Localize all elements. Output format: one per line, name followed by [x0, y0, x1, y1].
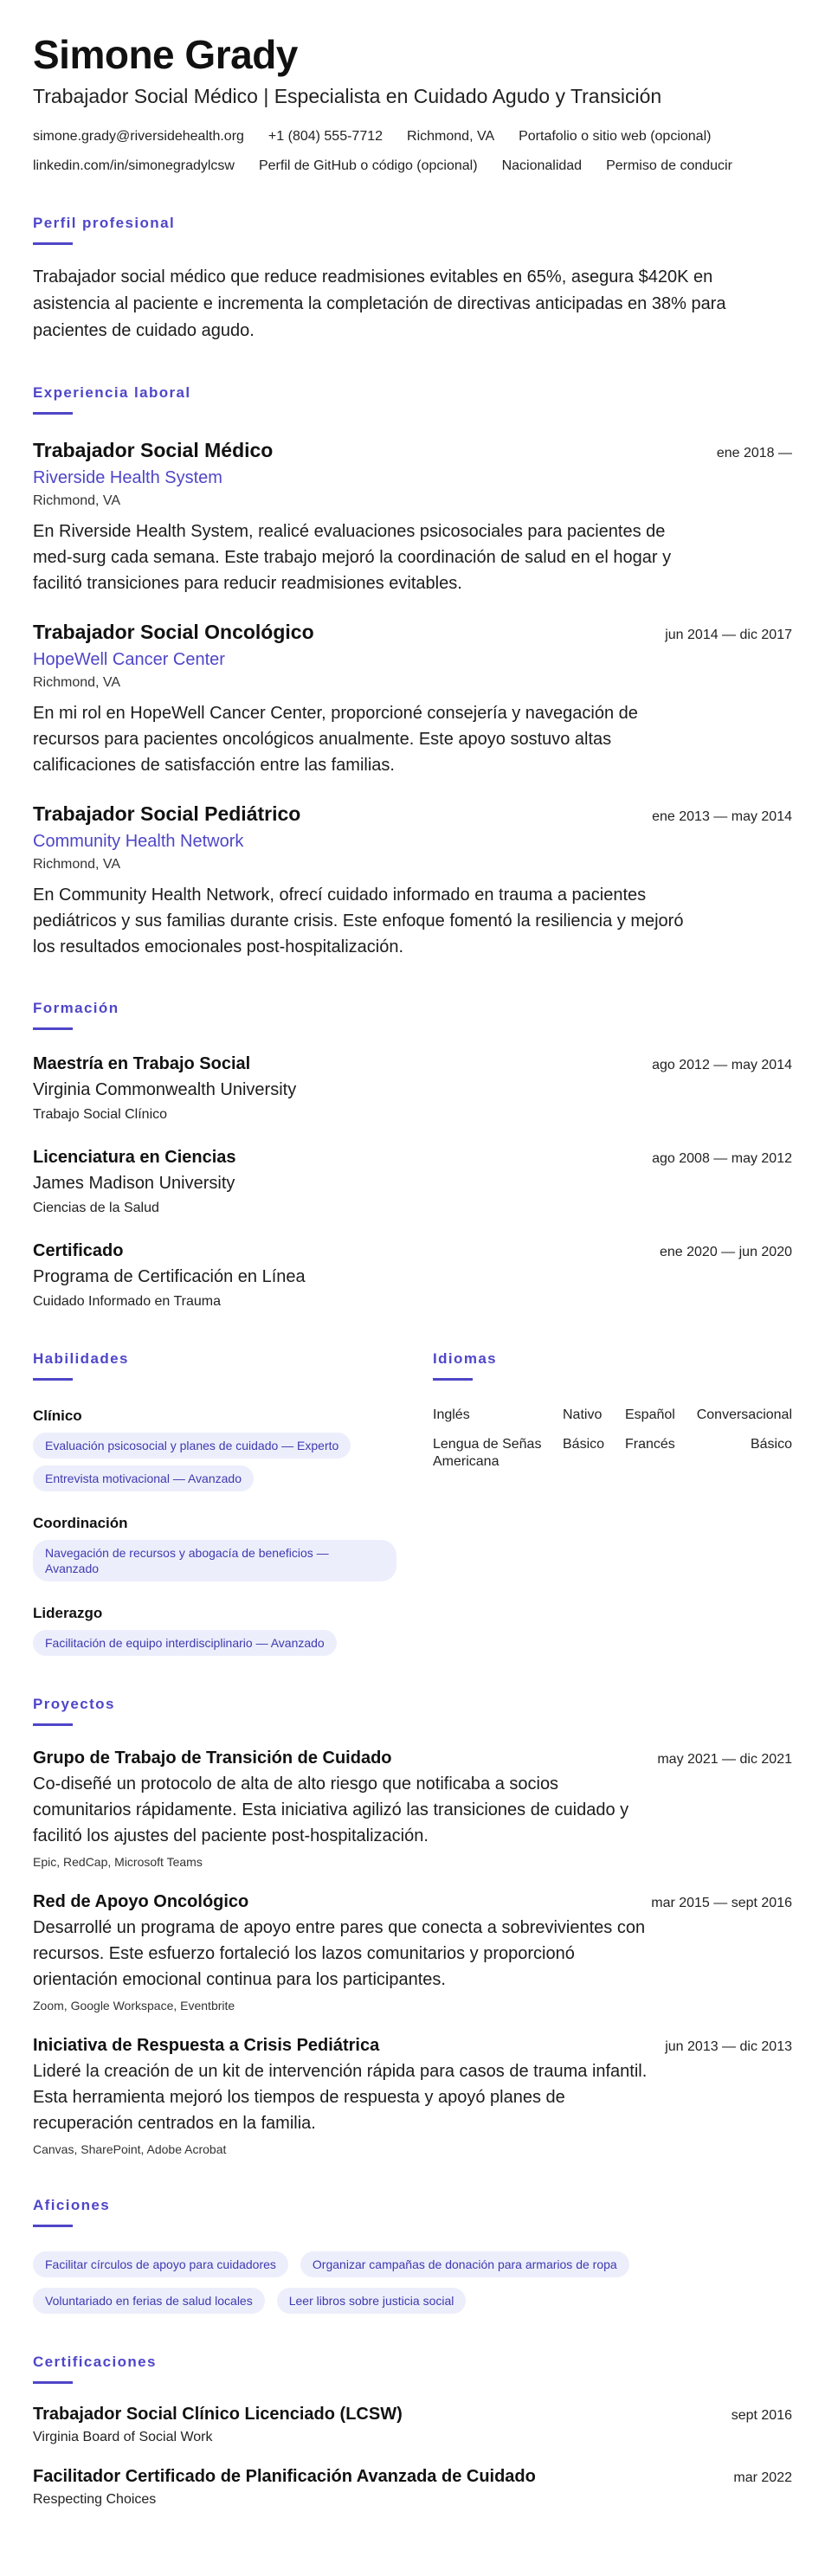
education-school: Programa de Certificación en Línea — [33, 1267, 306, 1286]
section-divider — [33, 1378, 73, 1381]
language-row — [433, 1436, 792, 1471]
contact-github[interactable]: Perfil de GitHub o código (opcional) — [258, 158, 478, 173]
project-tools: Canvas, SharePoint, Adobe Acrobat — [33, 2142, 227, 2156]
job-entry — [33, 801, 792, 960]
education-date: ago 2012 — may 2014 — [652, 1058, 792, 1072]
skill-chip-list — [33, 1630, 433, 1656]
section-title-certifications: Certificaciones — [33, 2354, 157, 2370]
section-title-experience: Experiencia laboral — [33, 384, 191, 401]
language-level: Nativo — [563, 1407, 603, 1422]
job-date: ene 2013 — may 2014 — [652, 809, 792, 824]
job-title: Trabajador Social Oncológico — [33, 621, 314, 643]
section-title-skills: Habilidades — [33, 1350, 129, 1367]
hobby-chip: Voluntariado en ferias de salud locales — [33, 2288, 265, 2314]
education-school: Virginia Commonwealth University — [33, 1080, 297, 1099]
skill-group-title: Coordinación — [33, 1515, 128, 1531]
candidate-name: Simone Grady — [33, 32, 298, 77]
project-entry — [33, 2034, 792, 2157]
section-title-education: Formación — [33, 1000, 119, 1016]
contact-nationality: Nacionalidad — [501, 158, 583, 173]
job-location: Richmond, VA — [33, 857, 121, 872]
education-entry — [33, 1240, 792, 1311]
section-title-profile: Perfil profesional — [33, 215, 176, 231]
education-school: James Madison University — [33, 1174, 235, 1193]
certification-date: sept 2016 — [731, 2408, 792, 2423]
education-entry — [33, 1146, 792, 1217]
education-entry — [33, 1053, 792, 1124]
profile-section — [33, 215, 792, 345]
language-row — [433, 1407, 792, 1424]
project-description: Desarrollé un programa de apoyo entre pares que conecta a sobrevivientes con recursos. Este esfuerzo fortaleció los lazos comunitarios y proporcionó orientación emocional continua para los participantes. — [33, 1918, 646, 1989]
profile-summary: Trabajador social médico que reduce readmisiones evitables en 65%, asegura $420K en asistencia al paciente e incrementa la completación de directivas anticipadas en 38% para pacientes de cuidado agudo. — [33, 267, 726, 340]
education-degree: Licenciatura en Ciencias — [33, 1148, 236, 1167]
skills-section — [33, 1350, 433, 1656]
project-date: mar 2015 — sept 2016 — [651, 1896, 792, 1910]
project-date: may 2021 — dic 2021 — [657, 1752, 792, 1767]
project-entry — [33, 1890, 792, 2013]
project-tools: Epic, RedCap, Microsoft Teams — [33, 1855, 203, 1869]
skill-chip-list — [33, 1433, 433, 1491]
project-tools: Zoom, Google Workspace, Eventbrite — [33, 1999, 235, 2012]
job-location: Richmond, VA — [33, 493, 121, 508]
education-field: Cuidado Informado en Trauma — [33, 1294, 222, 1309]
job-title: Trabajador Social Pediátrico — [33, 802, 301, 825]
job-employer[interactable]: Riverside Health System — [33, 468, 222, 487]
project-entry — [33, 1747, 792, 1870]
projects-section — [33, 1696, 792, 2157]
education-field: Ciencias de la Salud — [33, 1201, 159, 1215]
hobby-chip: Facilitar círculos de apoyo para cuidadores — [33, 2251, 288, 2277]
section-divider — [33, 242, 73, 245]
languages-table — [433, 1407, 792, 1471]
section-title-projects: Proyectos — [33, 1696, 115, 1712]
job-description: En Riverside Health System, realicé evaluaciones psicosociales para pacientes de med-surg cada semana. Este trabajo mejoró la coordinación de salud en el hogar y facilitó transiciones para reducir readmisiones evitables. — [33, 522, 672, 593]
hobby-chip: Leer libros sobre justicia social — [277, 2288, 467, 2314]
section-divider — [33, 1027, 73, 1030]
education-date: ene 2020 — jun 2020 — [659, 1245, 792, 1259]
certification-entry — [33, 2465, 792, 2508]
skills-languages-row — [33, 1350, 792, 1656]
language-name: Lengua de Señas Americana — [433, 1437, 542, 1469]
job-description: En mi rol en HopeWell Cancer Center, proporcioné consejería y navegación de recursos para pacientes oncológicos anualmente. Este apoyo sostuvo altas calificaciones de satisfacción entre las familias. — [33, 704, 638, 775]
job-location: Richmond, VA — [33, 675, 121, 690]
contact-portfolio[interactable]: Portafolio o sitio web (opcional) — [519, 129, 712, 144]
job-description: En Community Health Network, ofrecí cuidado informado en trauma a pacientes pediátricos y sus familias durante crisis. Este enfoque fomentó la resiliencia y mejoró los resultados emocionales post-hospitalización. — [33, 886, 684, 956]
project-date: jun 2013 — dic 2013 — [665, 2039, 792, 2054]
job-title: Trabajador Social Médico — [33, 439, 274, 461]
education-section — [33, 1000, 792, 1311]
education-degree: Maestría en Trabajo Social — [33, 1054, 251, 1073]
certification-entry — [33, 2403, 792, 2446]
education-field: Trabajo Social Clínico — [33, 1107, 168, 1122]
job-entry — [33, 619, 792, 778]
project-name: Red de Apoyo Oncológico — [33, 1892, 249, 1911]
job-employer[interactable]: Community Health Network — [33, 832, 244, 851]
language-level: Conversacional — [696, 1407, 792, 1422]
languages-section — [433, 1350, 792, 1656]
job-date: jun 2014 — dic 2017 — [665, 628, 792, 642]
project-description: Co-diseñé un protocolo de alta de alto riesgo que notificaba a socios comunitarios rápidamente. Esta iniciativa agilizó las transiciones de cuidado y facilitó los ajustes del paciente post-hospitalización. — [33, 1774, 629, 1845]
certification-name: Trabajador Social Clínico Licenciado (LCSW) — [33, 2405, 403, 2424]
contact-driving-license: Permiso de conducir — [606, 158, 732, 173]
certification-date: mar 2022 — [733, 2470, 792, 2485]
education-date: ago 2008 — may 2012 — [652, 1151, 792, 1166]
section-divider — [33, 2381, 73, 2384]
language-level: Básico — [563, 1437, 605, 1452]
section-title-languages: Idiomas — [433, 1350, 498, 1367]
hobby-chip: Organizar campañas de donación para armarios de ropa — [300, 2251, 629, 2277]
job-date: ene 2018 — — [716, 446, 792, 460]
certification-issuer: Respecting Choices — [33, 2492, 157, 2507]
section-divider — [33, 1723, 73, 1726]
job-entry — [33, 437, 792, 596]
certification-name: Facilitador Certificado de Planificación Avanzada de Cuidado — [33, 2467, 536, 2486]
contact-email[interactable]: simone.grady@riversidehealth.org — [33, 129, 244, 144]
contact-phone[interactable]: +1 (804) 555-7712 — [267, 129, 383, 144]
section-divider — [433, 1378, 473, 1381]
candidate-headline: Trabajador Social Médico | Especialista en Cuidado Agudo y Transición — [33, 85, 662, 107]
skill-group-title: Clínico — [33, 1407, 82, 1424]
skill-chip: Navegación de recursos y abogacía de beneficios — Avanzado — [33, 1540, 396, 1581]
section-title-hobbies: Aficiones — [33, 2197, 111, 2213]
project-name: Iniciativa de Respuesta a Crisis Pediátrica — [33, 2036, 380, 2055]
job-employer[interactable]: HopeWell Cancer Center — [33, 650, 225, 669]
certifications-section — [33, 2354, 792, 2508]
contact-linkedin[interactable]: linkedin.com/in/simonegradylcsw — [33, 158, 235, 173]
project-name: Grupo de Trabajo de Transición de Cuidado — [33, 1748, 392, 1768]
hobbies-section — [33, 2197, 792, 2314]
section-divider — [33, 412, 73, 415]
education-degree: Certificado — [33, 1241, 124, 1260]
certification-issuer: Virginia Board of Social Work — [33, 2430, 213, 2444]
language-name: Inglés — [433, 1407, 470, 1422]
experience-section — [33, 384, 792, 960]
skill-chip: Entrevista motivacional — Avanzado — [33, 1465, 254, 1491]
skill-chip: Facilitación de equipo interdisciplinario — Avanzado — [33, 1630, 337, 1656]
contact-list — [33, 128, 795, 175]
hobby-chip-list — [33, 2251, 743, 2314]
section-divider — [33, 2225, 73, 2227]
language-name: Francés — [625, 1437, 675, 1452]
language-name: Español — [625, 1407, 675, 1422]
skill-chip-list — [33, 1540, 433, 1581]
skill-group-title: Liderazgo — [33, 1605, 103, 1621]
skill-chip: Evaluación psicosocial y planes de cuidado — Experto — [33, 1433, 351, 1459]
language-level: Básico — [750, 1437, 792, 1452]
contact-location: Richmond, VA — [407, 129, 495, 144]
project-description: Lideré la creación de un kit de intervención rápida para casos de trauma infantil. Esta herramienta mejoró los tiempos de respuesta y apoyó planes de recuperación centrados en la familia. — [33, 2062, 648, 2133]
